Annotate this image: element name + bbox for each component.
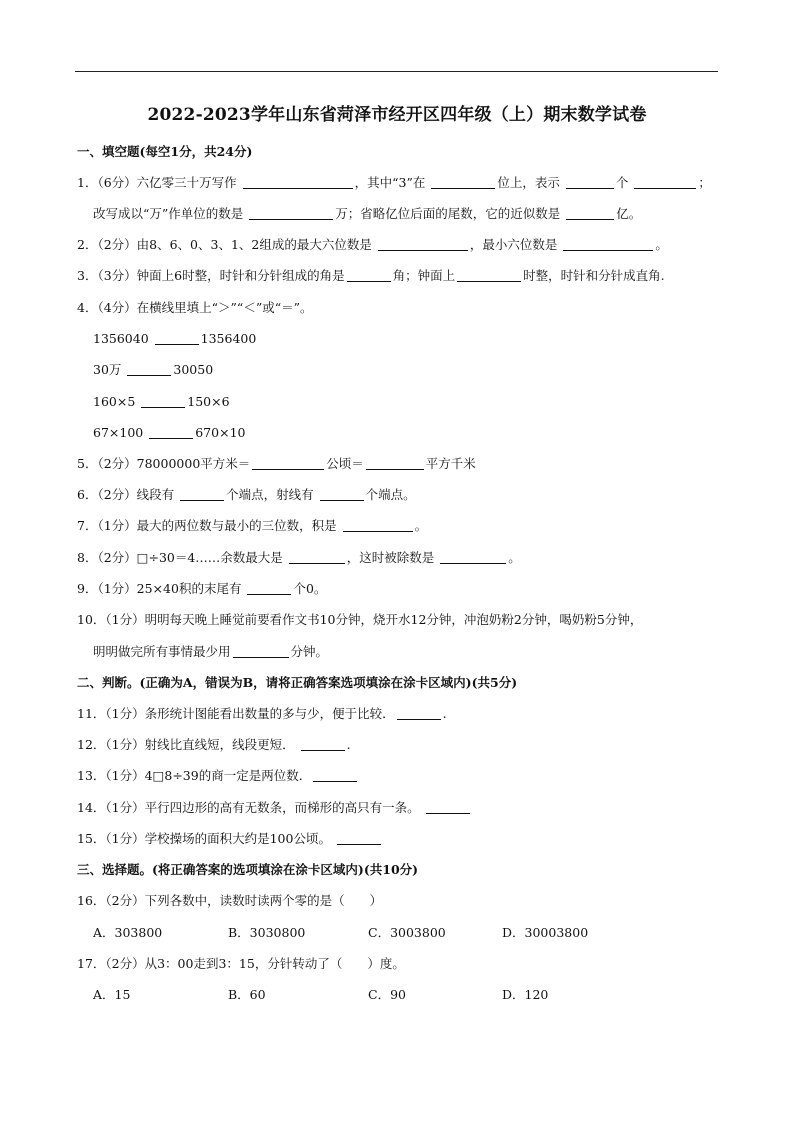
answer-blank[interactable] bbox=[127, 362, 171, 376]
section-heading-fill-in: 一、填空题(每空1分，共24分) bbox=[77, 144, 253, 159]
answer-blank[interactable] bbox=[247, 581, 291, 595]
answer-blank[interactable] bbox=[320, 487, 364, 501]
question-4-row-2: 30万 30050 bbox=[93, 362, 214, 377]
question-8: 8．（2分）□÷30＝4……余数最大是 ，这时被除数是 。 bbox=[77, 550, 521, 565]
answer-blank[interactable] bbox=[366, 456, 424, 470]
answer-blank[interactable] bbox=[563, 237, 653, 251]
question-16: 16．（2分）下列各数中，读数时读两个零的是（ ） bbox=[77, 893, 383, 908]
answer-blank[interactable] bbox=[566, 206, 614, 220]
section-heading-multiple-choice: 三、选择题。(将正确答案的选项填涂在涂卡区域内)(共10分) bbox=[77, 862, 419, 877]
question-4: 4．（4分）在横线里填上“＞”“＜”或“＝”。 bbox=[77, 300, 313, 315]
choice-option[interactable]: C．3003800 bbox=[368, 925, 446, 940]
choice-option[interactable]: B．60 bbox=[228, 987, 266, 1002]
question-3: 3．（3分）钟面上6时整，时针和分针组成的角是 角；钟面上 时整，时针和分针成直角. bbox=[77, 268, 665, 283]
question-12: 12．（1分）射线比直线短，线段更短． . bbox=[77, 737, 351, 752]
answer-blank[interactable] bbox=[566, 175, 614, 189]
answer-blank[interactable] bbox=[337, 831, 381, 845]
question-9: 9．（1分）25×40积的末尾有 个0。 bbox=[77, 581, 327, 596]
answer-blank[interactable] bbox=[233, 644, 289, 658]
answer-blank[interactable] bbox=[634, 175, 696, 189]
question-15: 15．（1分）学校操场的面积大约是100公顷。 bbox=[77, 831, 383, 846]
choice-option[interactable]: C．90 bbox=[368, 987, 406, 1002]
question-1-line-1: 1．（6分）六亿零三十万写作 ，其中“3”在 位上，表示 个 ； bbox=[77, 175, 711, 190]
question-1-line-2: 改写成以“万”作单位的数是 万；省略亿位后面的尾数，它的近似数是 亿。 bbox=[93, 206, 642, 221]
question-14: 14．（1分）平行四边形的高有无数条，而梯形的高只有一条。 bbox=[77, 800, 472, 815]
choice-option[interactable]: B．3030800 bbox=[228, 925, 306, 940]
answer-blank[interactable] bbox=[141, 394, 185, 408]
question-5: 5．（2分）78000000平方米＝ 公顷＝ 平方千米 bbox=[77, 456, 476, 471]
question-13: 13．（1分）4□8÷39的商一定是两位数． bbox=[77, 768, 359, 783]
question-10-line-1: 10．（1分）明明每天晚上睡觉前要看作文书10分钟，烧开水12分钟，冲泡奶粉2分钟，喝奶粉5分钟， bbox=[77, 612, 643, 627]
answer-blank[interactable] bbox=[289, 550, 345, 564]
question-17: 17．（2分）从3：00走到3：15，分针转动了（ ）度。 bbox=[77, 956, 405, 971]
answer-blank[interactable] bbox=[249, 206, 333, 220]
question-11: 11．（1分）条形统计图能看出数量的多与少，便于比较． . bbox=[77, 706, 447, 721]
page-title: 2022-2023学年山东省菏泽市经开区四年级（上）期末数学试卷 bbox=[147, 105, 647, 125]
answer-blank[interactable] bbox=[431, 175, 495, 189]
answer-blank[interactable] bbox=[180, 487, 224, 501]
choice-option[interactable]: D．30003800 bbox=[502, 925, 589, 940]
question-2: 2．（2分）由8、6、0、3、1、2组成的最大六位数是 ，最小六位数是 。 bbox=[77, 237, 668, 252]
answer-blank[interactable] bbox=[149, 425, 193, 439]
choice-option[interactable]: A．15 bbox=[93, 987, 131, 1002]
answer-blank[interactable] bbox=[397, 706, 441, 720]
question-10-line-2: 明明做完所有事情最少用 分钟。 bbox=[93, 644, 329, 659]
question-6: 6．（2分）线段有 个端点，射线有 个端点。 bbox=[77, 487, 416, 502]
header-rule bbox=[75, 71, 718, 72]
answer-blank[interactable] bbox=[301, 737, 345, 751]
answer-blank[interactable] bbox=[243, 175, 353, 189]
question-4-row-1: 1356040 1356400 bbox=[93, 331, 257, 346]
answer-blank[interactable] bbox=[313, 768, 357, 782]
answer-blank[interactable] bbox=[347, 268, 391, 282]
answer-blank[interactable] bbox=[440, 550, 506, 564]
answer-blank[interactable] bbox=[252, 456, 324, 470]
question-7: 7．（1分）最大的两位数与最小的三位数，积是 。 bbox=[77, 518, 428, 533]
answer-blank[interactable] bbox=[343, 518, 413, 532]
answer-blank[interactable] bbox=[155, 331, 199, 345]
choice-option[interactable]: A．303800 bbox=[93, 925, 163, 940]
answer-blank[interactable] bbox=[426, 800, 470, 814]
answer-blank[interactable] bbox=[378, 237, 468, 251]
question-4-row-3: 160×5 150×6 bbox=[93, 394, 230, 409]
answer-blank[interactable] bbox=[457, 268, 521, 282]
question-4-row-4: 67×100 670×10 bbox=[93, 425, 246, 440]
section-heading-true-false: 二、判断。(正确为A，错误为B，请将正确答案选项填涂在涂卡区域内)(共5分) bbox=[77, 675, 518, 690]
choice-option[interactable]: D．120 bbox=[502, 987, 549, 1002]
